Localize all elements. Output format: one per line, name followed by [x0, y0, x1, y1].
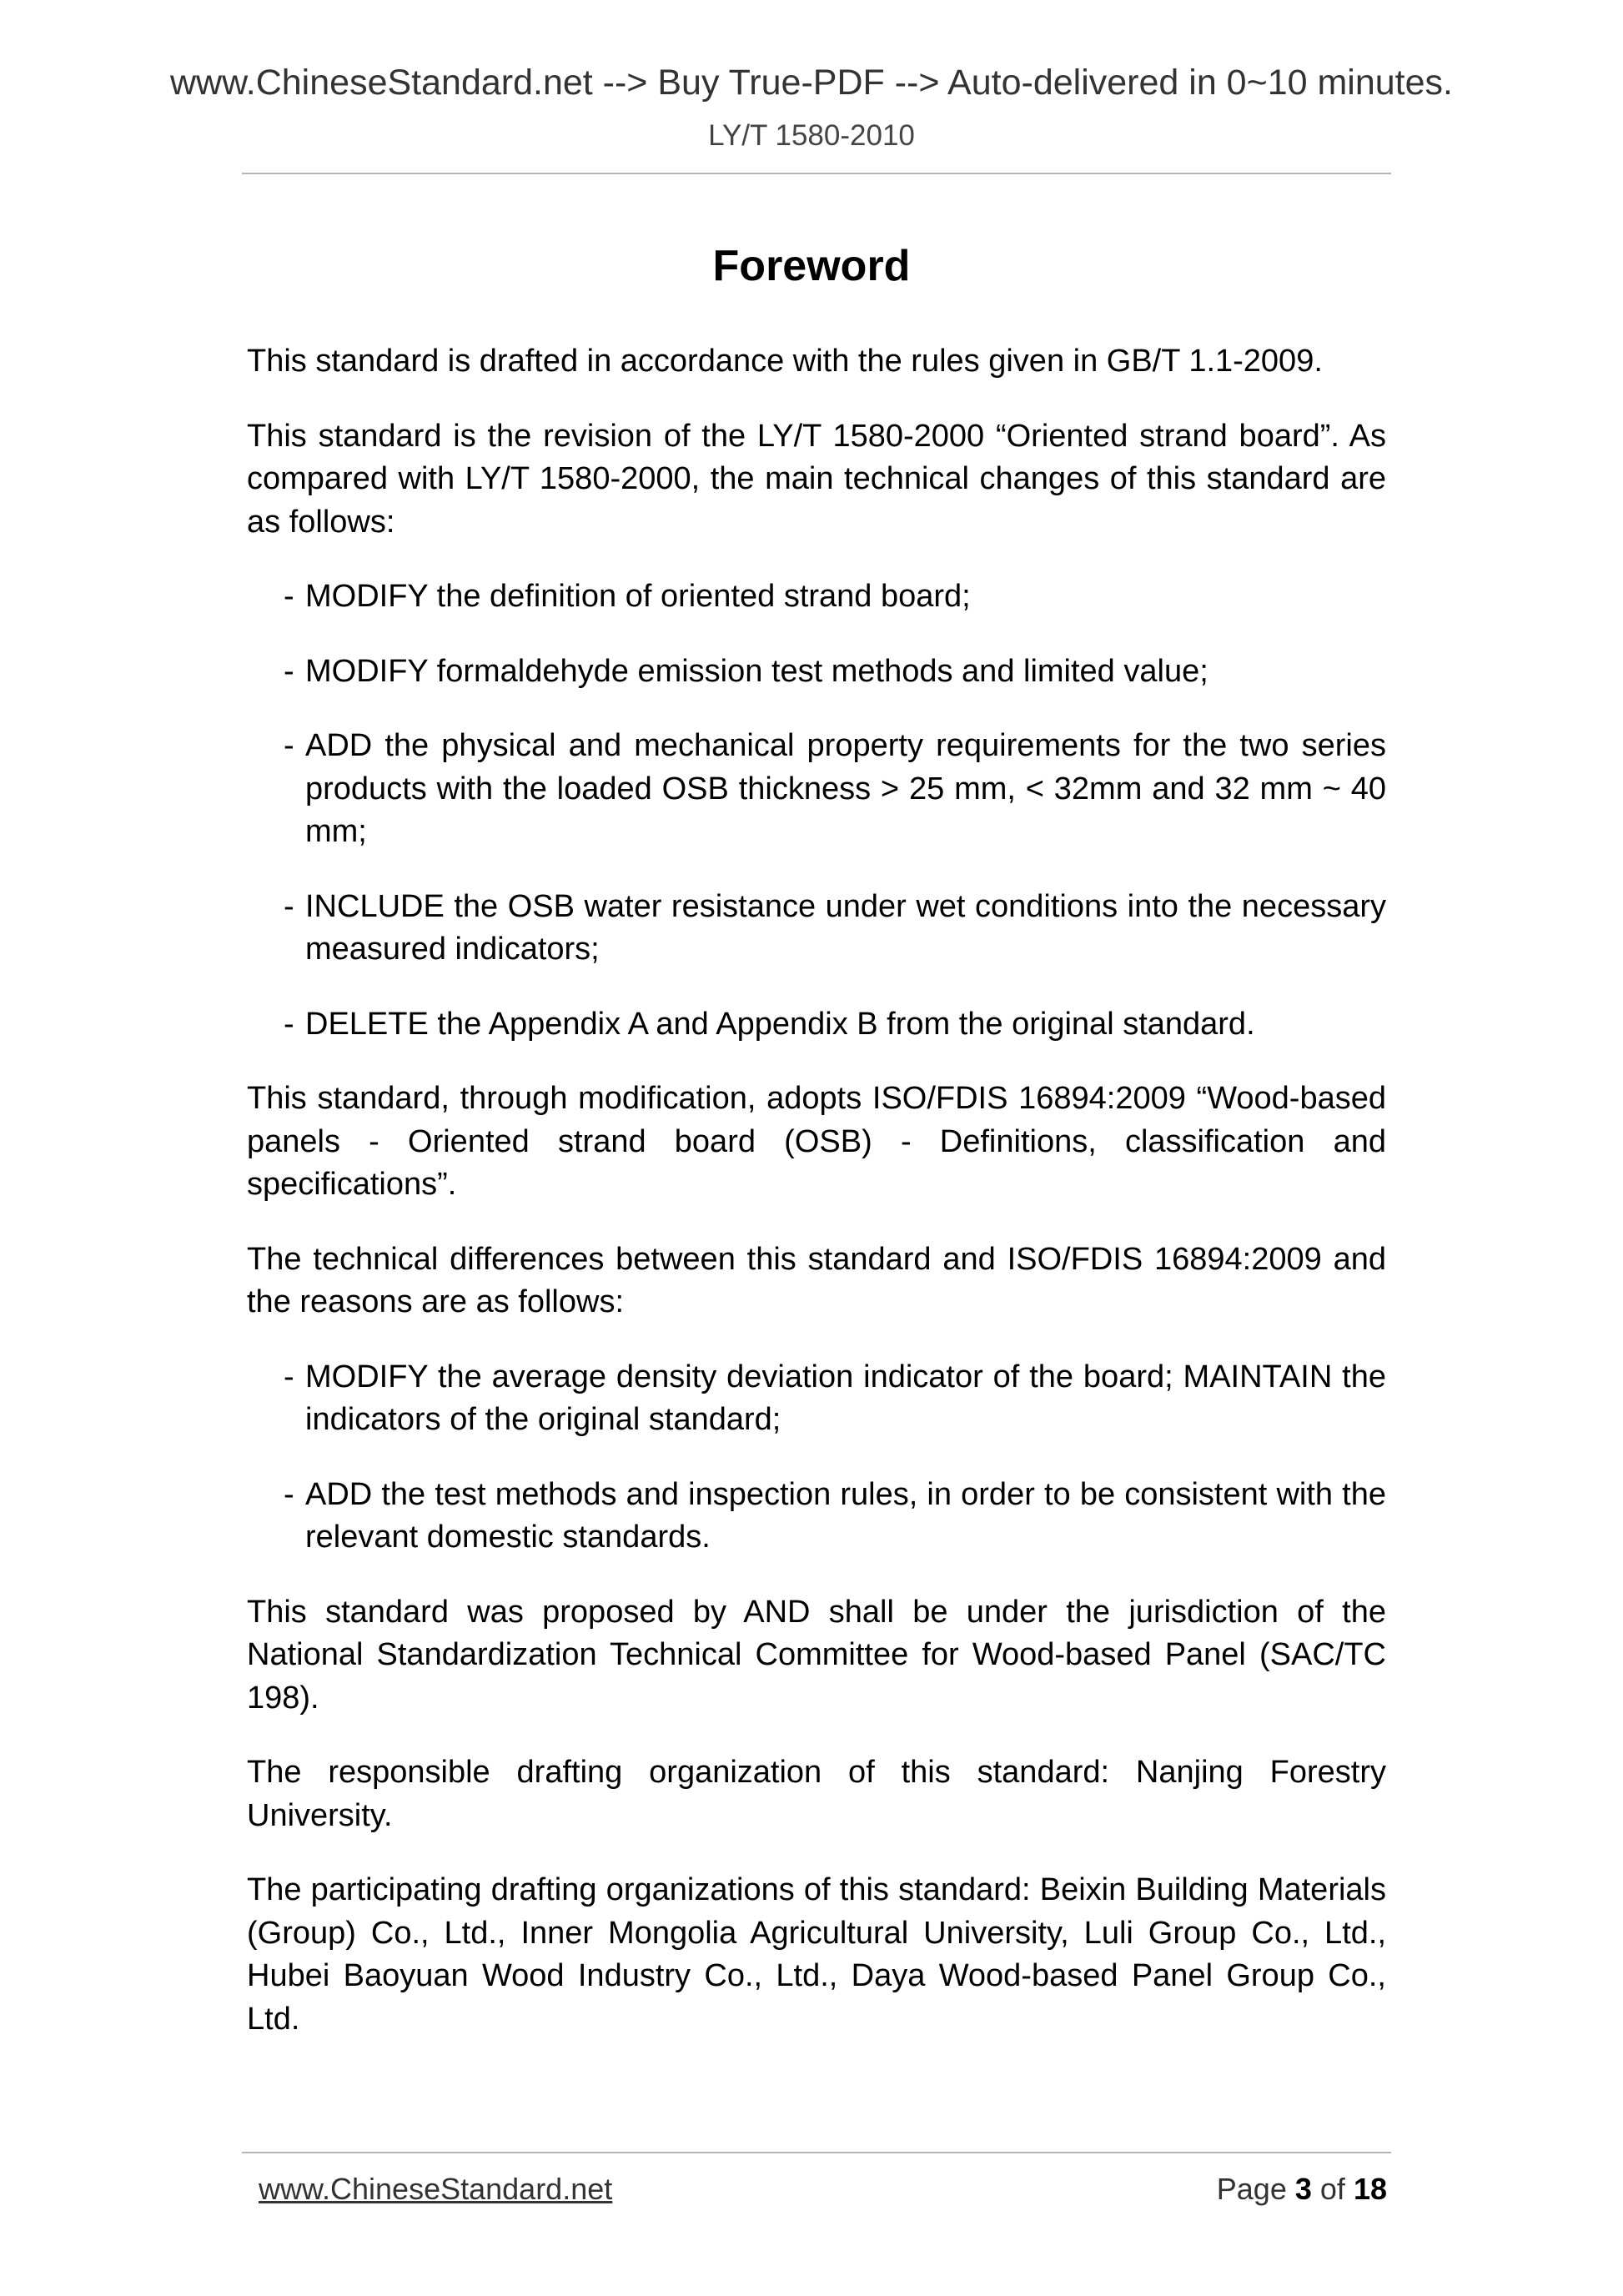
- list-dash: -: [284, 579, 294, 614]
- list-item: [247, 1003, 1386, 1047]
- page-of: of: [1319, 2172, 1345, 2206]
- paragraph-participating-orgs: The participating drafting organizations of this standard: Beixin Building Materials (Group) Co., Ltd., Inner Mongolia Agricultural University, Luli Group Co., Ltd., Hubei Baoyuan Wood Industry Co., Ltd., Daya Wood-based Panel Group Co., Ltd.: [247, 1872, 1386, 2037]
- page-number: [1217, 2172, 1387, 2207]
- page-current: 3: [1294, 2172, 1312, 2206]
- paragraph-revision: This standard is the revision of the LY/T 1580-2000 “Oriented strand board”. As compared with LY/T 1580-2000, the main technical changes of this standard are as follows:: [247, 418, 1386, 540]
- paragraph-adoption: This standard, through modification, adopts ISO/FDIS 16894:2009 “Wood-based panels - Oriented strand board (OSB) - Definitions, classification and specifications”.: [247, 1081, 1386, 1202]
- list-item-text: ADD the test methods and inspection rules, in order to be consistent with the relevant domestic standards.: [305, 1476, 1386, 1555]
- list-item: [247, 575, 1386, 619]
- list-item-text: MODIFY formaldehyde emission test methods and limited value;: [305, 653, 1208, 689]
- page-word: Page: [1216, 2172, 1287, 2206]
- paragraph-drafting-rules: This standard is drafted in accordance with the rules given in GB/T 1.1-2009.: [247, 344, 1323, 379]
- footer-website-link[interactable]: www.ChineseStandard.net: [259, 2172, 613, 2206]
- page-title: Foreword: [712, 242, 911, 290]
- list-item: [247, 725, 1386, 854]
- footer-divider: [242, 2152, 1391, 2153]
- list-item: [247, 651, 1386, 694]
- list-item: [247, 886, 1386, 972]
- list-item-text: DELETE the Appendix A and Appendix B from the original standard.: [305, 1006, 1255, 1042]
- header-banner[interactable]: www.ChineseStandard.net --> Buy True-PDF --> Auto-delivered in 0~10 minutes.: [169, 63, 1453, 103]
- page-total: 18: [1353, 2172, 1387, 2206]
- paragraph-proposed-by: This standard was proposed by AND shall be under the jurisdiction of the National Standardization Technical Committee for Wood-based Panel (SAC/TC 198).: [247, 1594, 1386, 1716]
- list-item-text: MODIFY the definition of oriented strand board;: [305, 579, 971, 614]
- list-item: [247, 1474, 1386, 1560]
- list-item-text: INCLUDE the OSB water resistance under wet conditions into the necessary measured indicators;: [305, 888, 1386, 967]
- document-body: [247, 340, 1386, 2072]
- header-standard-code: LY/T 1580-2010: [708, 119, 915, 152]
- list-dash: -: [284, 728, 294, 763]
- list-dash: -: [284, 1476, 294, 1512]
- paragraph-differences: The technical differences between this standard and ISO/FDIS 16894:2009 and the reasons are as follows:: [247, 1241, 1386, 1319]
- list-dash: -: [284, 1359, 294, 1394]
- list-dash: -: [284, 653, 294, 689]
- list-dash: -: [284, 1006, 294, 1042]
- list-item: [247, 1356, 1386, 1442]
- list-item-text: MODIFY the average density deviation indicator of the board; MAINTAIN the indicators of the original standard;: [305, 1359, 1386, 1437]
- header-divider: [242, 173, 1391, 174]
- list-item-text: ADD the physical and mechanical property requirements for the two series products with the loaded OSB thickness > 25 mm, < 32mm and 32 mm ~ 40 mm;: [305, 728, 1386, 849]
- list-dash: -: [284, 888, 294, 924]
- paragraph-responsible-org: The responsible drafting organization of this standard: Nanjing Forestry University.: [247, 1755, 1386, 1833]
